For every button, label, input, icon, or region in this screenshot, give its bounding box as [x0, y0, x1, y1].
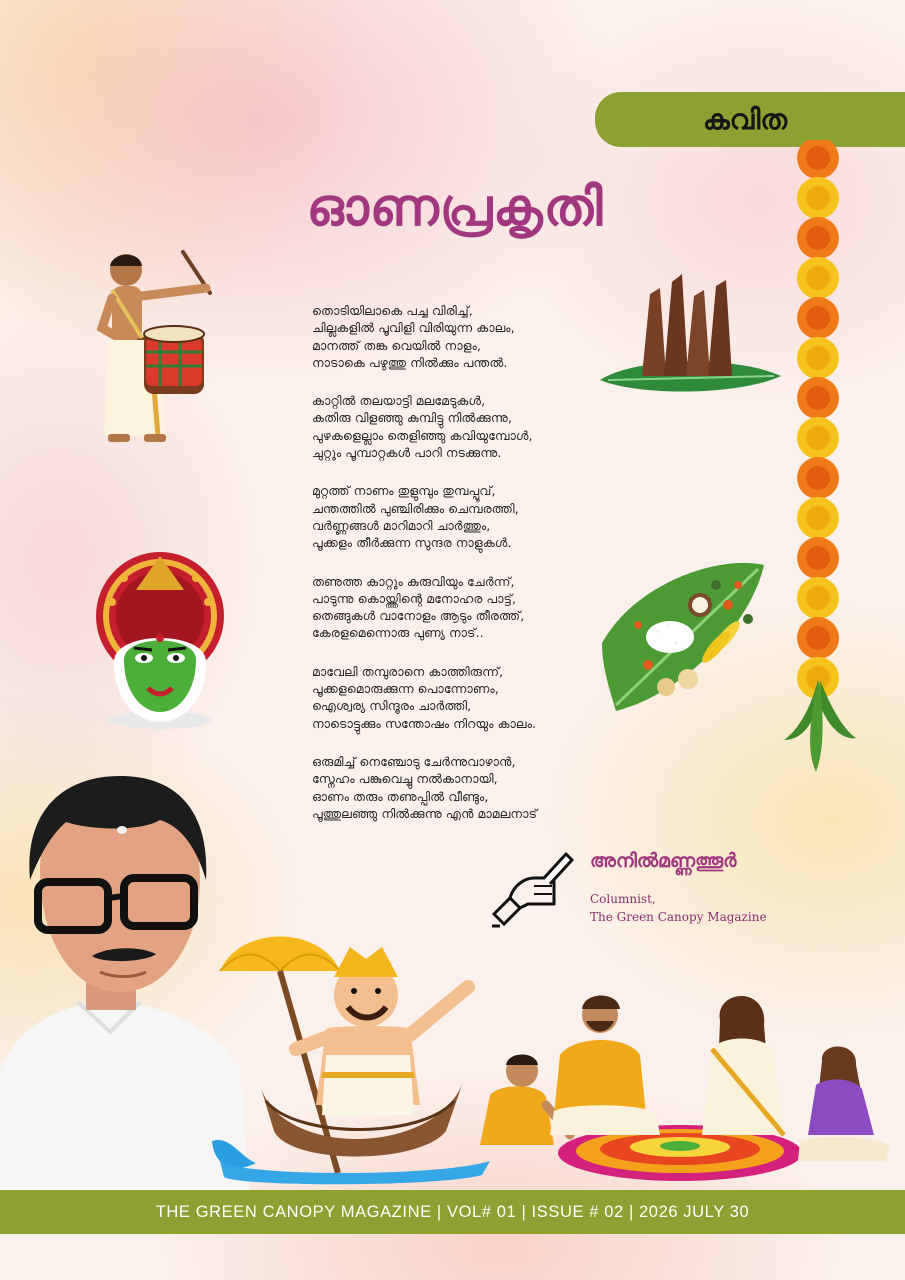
marigold-flower-center — [806, 346, 830, 370]
poem-line: മുറ്റത്ത് നാണം തുളുമ്പും തുമ്പപ്പൂവ്, — [312, 483, 496, 499]
marigold-flower-center — [806, 586, 830, 610]
poem-line: ഒരുമിച്ച് നെഞ്ചോടു ചേർന്നുവാഴാൻ, — [312, 753, 516, 769]
poem-title: ഓണപ്രകൃതി — [306, 178, 604, 238]
marigold-flower-center — [806, 546, 830, 570]
author-block — [490, 848, 810, 938]
poem-stanza — [312, 392, 612, 461]
poem-stanza — [312, 753, 612, 822]
kathakali-face-icon — [88, 550, 233, 730]
poem-line: നാടാകെ പഴുത്തു നിൽക്കും പന്തൽ. — [312, 354, 508, 370]
poem-line: പാടുന്നു കൊയ്ത്തിന്റെ മനോഹര പാട്ട്, — [312, 590, 517, 606]
poem-line: പൂക്കളമൊരുക്കുന്ന പൊന്നോണം, — [312, 681, 499, 697]
poem-stanza — [312, 482, 612, 551]
footer-text: THE GREEN CANOPY MAGAZINE | VOL# 01 | ISSUE # 02 | 2026 JULY 30 — [155, 1202, 750, 1221]
poem-line: പുഴകളെല്ലാം തെളിഞ്ഞു കവിയുമ്പോൾ, — [312, 427, 533, 443]
poem-line: സ്നേഹം പങ്കുവെച്ചു നൽകാനായി, — [312, 771, 498, 787]
poem-line: പൂത്തുലഞ്ഞു നിൽക്കുന്നു എൻ മാമലനാട് — [312, 805, 538, 821]
poem-line: വർണ്ണങ്ങൾ മാറിമാറി ചാർത്തും, — [312, 517, 491, 533]
poem-line: തൊടിയിലാകെ പച്ച വിരിച്ച്, — [312, 303, 473, 318]
poem-stanza — [312, 302, 612, 371]
author-role-line1: Columnist, — [590, 892, 656, 906]
pillars-on-leaf-icon — [598, 272, 783, 392]
poem-line: ഐശ്വര്യ സിന്ദൂരം ചാർത്തി, — [312, 698, 472, 714]
poem-line: ചില്ലകളിൽ പൂവിളി വിരിയുന്ന കാലം, — [312, 320, 515, 336]
marigold-garland-icon — [780, 140, 860, 780]
poem-line: കതിരു വിളഞ്ഞു കുമ്പിട്ടു നിൽക്കുന്നു, — [312, 410, 512, 426]
marigold-flower-center — [806, 466, 830, 490]
marigold-flower-center — [806, 506, 830, 530]
footer-bar — [0, 1190, 905, 1234]
poem-line: മാനത്ത് തങ്ക വെയിൽ നാളം, — [312, 337, 481, 353]
poem-line: കേരളമെന്നൊരു പുണ്യ നാട്.. — [312, 625, 484, 641]
poem-stanza — [312, 663, 612, 732]
poem-line: ചന്തത്തിൽ പുഞ്ചിരിക്കും ചെമ്പരത്തി, — [312, 500, 519, 516]
writing-hand-icon — [490, 848, 576, 928]
poem-line: തണുത്ത കാറ്റും കുരുവിയും ചേർന്ന്, — [312, 573, 515, 589]
marigold-flower-center — [806, 386, 830, 410]
poem-line: ചുറ്റും പൂമ്പാറ്റകൾ പാറി നടക്കുന്നു. — [312, 445, 502, 461]
category-tab — [595, 92, 905, 147]
poem-line: മാവേലി തമ്പുരാനെ കാത്തിരുന്ന്, — [312, 663, 504, 679]
marigold-flower-center — [806, 266, 830, 290]
marigold-flower-center — [806, 226, 830, 250]
pookalam-family-icon — [450, 985, 905, 1190]
poem-body — [312, 302, 612, 843]
category-label: കവിത — [702, 102, 788, 136]
marigold-flower-center — [806, 186, 830, 210]
poem-line: തെങ്ങുകൾ വാനോളം ആടും തീരത്ത്, — [312, 608, 525, 624]
poem-stanza — [312, 573, 612, 642]
marigold-flower-center — [806, 626, 830, 650]
author-name: അനിൽമണ്ണത്തൂർ — [590, 850, 737, 872]
marigold-flower-center — [806, 146, 830, 170]
marigold-flower-center — [806, 306, 830, 330]
poem-line: പൂക്കളം തീർക്കുന്ന സുന്ദര നാളുകൾ. — [312, 535, 512, 551]
onam-sadya-leaf-icon — [598, 555, 768, 715]
marigold-flower-center — [806, 426, 830, 450]
poem-line: നാടൊട്ടുക്കും സന്തോഷം നിറയും കാലം. — [312, 715, 536, 731]
author-role-line2: The Green Canopy Magazine — [590, 910, 767, 924]
author-role — [590, 890, 767, 926]
drummer-icon — [88, 248, 228, 453]
poem-line: ഓണം തരും തണുപ്പിൽ വീണ്ടും, — [312, 788, 489, 804]
poem-line: കാറ്റിൽ തലയാട്ടി മലമേടുകൾ, — [312, 393, 486, 409]
